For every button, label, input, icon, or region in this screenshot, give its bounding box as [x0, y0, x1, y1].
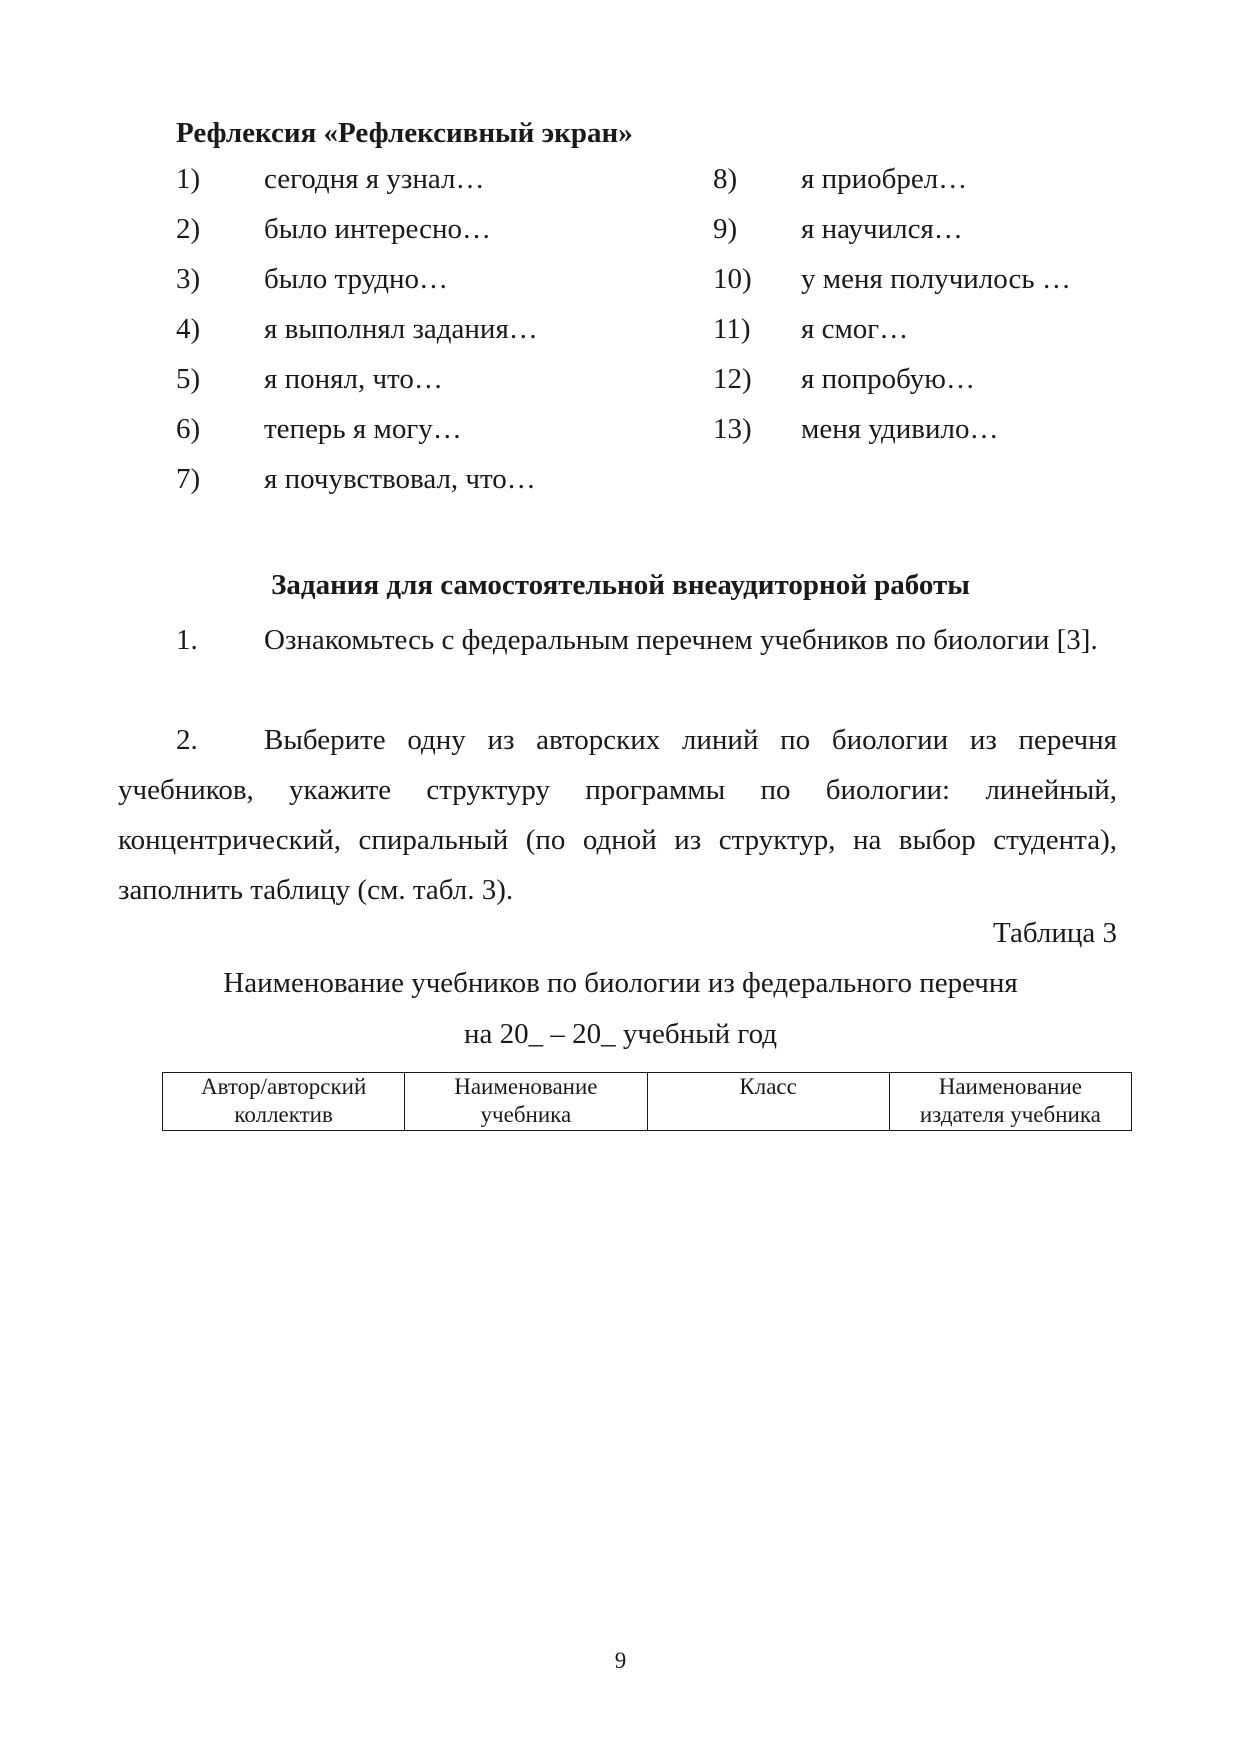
list-item-number: 5): [176, 363, 201, 395]
header-line: коллектив: [234, 1102, 333, 1127]
list-item-text: я понял, что…: [264, 363, 443, 395]
table-header-cell: [647, 1073, 889, 1131]
list-item: [713, 313, 1153, 363]
tasks-heading: Задания для самостоятельной внеаудиторной работы: [271, 569, 970, 601]
list-item: [176, 213, 656, 263]
list-item-number: 8): [713, 163, 738, 195]
task-number: 1.: [176, 624, 198, 656]
list-item-number: 6): [176, 413, 201, 445]
list-item: [713, 263, 1153, 313]
table-header-cell: [163, 1073, 405, 1131]
table-header-cell: [889, 1073, 1131, 1131]
task-number: 2.: [176, 724, 198, 756]
list-item-text: теперь я могу…: [264, 413, 462, 445]
list-item: [176, 413, 656, 463]
list-item: [713, 163, 1153, 213]
header-line: учебника: [480, 1102, 572, 1127]
list-item: [176, 163, 656, 213]
header-line: Наименование: [938, 1074, 1083, 1099]
list-item-text: меня удивило…: [801, 413, 999, 445]
list-item-text: сегодня я узнал…: [264, 163, 485, 195]
list-item-number: 9): [713, 213, 738, 245]
task-text: Выберите одну из авторских линий по биологии из перечня учебников, укажите структуру программы по биологии: линейный, концентрический, спиральный (по одной из структур, на выбор студента), заполнить таблицу (см. табл. 3).: [118, 724, 1117, 906]
list-item: [176, 263, 656, 313]
list-item: [176, 313, 656, 363]
list-item-text: я смог…: [801, 313, 909, 345]
table-label: Таблица 3: [992, 917, 1117, 949]
reflection-heading: Рефлексия «Рефлексивный экран»: [176, 117, 633, 149]
list-item-text: я почувствовал, что…: [264, 463, 536, 495]
list-item-number: 4): [176, 313, 201, 345]
list-item: [176, 363, 656, 413]
list-item-number: 7): [176, 463, 201, 495]
table-title: Наименование учебников по биологии из федерального перечня: [223, 967, 1018, 999]
list-item-text: было трудно…: [264, 263, 449, 295]
page-number: 9: [614, 1648, 627, 1673]
list-item-number: 11): [713, 313, 751, 345]
list-item: [713, 363, 1153, 413]
list-item-text: я попробую…: [801, 363, 975, 395]
list-item: [176, 463, 656, 513]
table-header-row: [163, 1073, 1132, 1131]
list-item-number: 12): [713, 363, 752, 395]
list-item-number: 13): [713, 413, 752, 445]
table-subtitle: на 20_ – 20_ учебный год: [464, 1018, 777, 1050]
list-item-text: я приобрел…: [801, 163, 968, 195]
list-item-text: я научился…: [801, 213, 963, 245]
reflection-list-left: [176, 163, 656, 513]
task-paragraph: [118, 715, 1117, 915]
textbooks-table: [162, 1072, 1132, 1131]
list-item-number: 2): [176, 213, 201, 245]
list-item: [713, 213, 1153, 263]
list-item: [713, 413, 1153, 463]
task-paragraph: [118, 615, 1117, 665]
list-item-text: я выполнял задания…: [264, 313, 538, 345]
task-text: Ознакомьтесь с федеральным перечнем учебников по биологии [3].: [264, 624, 1098, 656]
header-line: Автор/авторский: [200, 1074, 367, 1099]
header-line: издателя учебника: [919, 1102, 1101, 1127]
header-line: Класс: [739, 1074, 797, 1099]
list-item-text: было интересно…: [264, 213, 492, 245]
list-item-number: 10): [713, 263, 752, 295]
list-item-number: 3): [176, 263, 201, 295]
list-item-number: 1): [176, 163, 201, 195]
table-header-cell: [405, 1073, 647, 1131]
header-line: Наименование: [454, 1074, 598, 1099]
list-item-text: у меня получилось …: [801, 263, 1071, 295]
reflection-list-right: [713, 163, 1153, 463]
